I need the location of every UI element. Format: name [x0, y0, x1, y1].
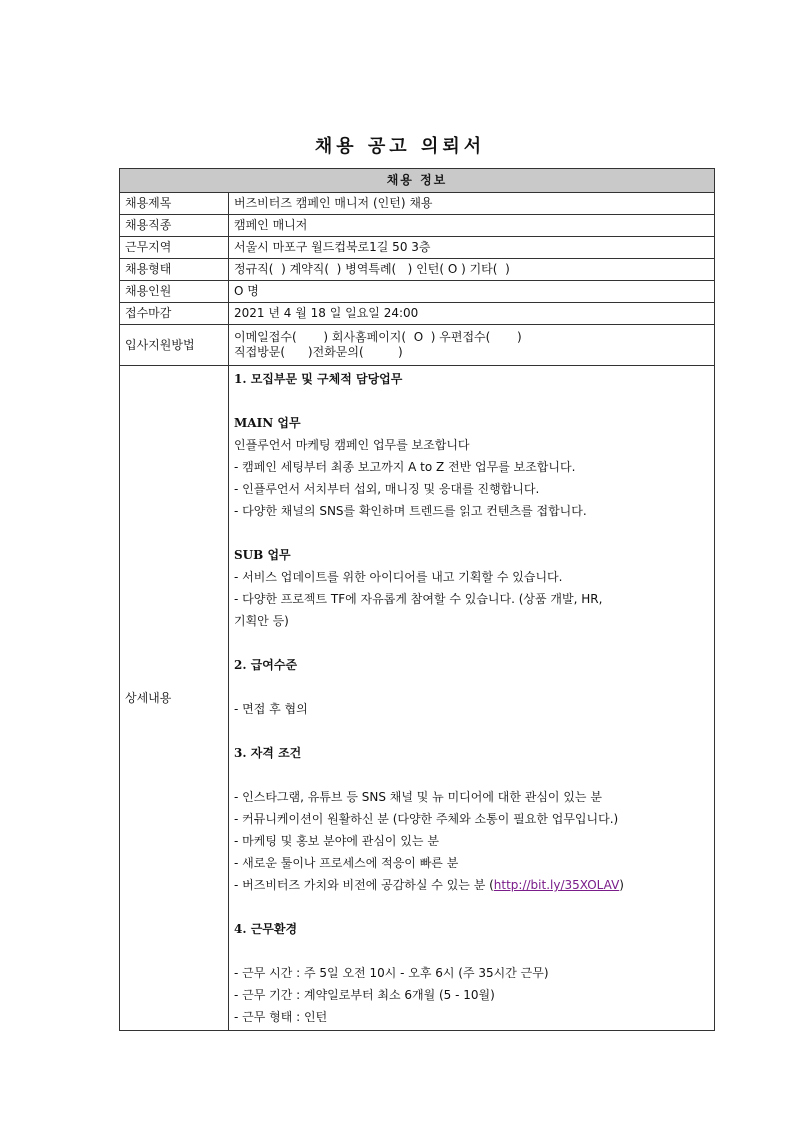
method-line-1: 이메일접수( ) 회사홈페이지( O ) 우편접수( ) [234, 330, 522, 344]
list-item-text: ) [619, 878, 624, 892]
document-title: 채용 공고 의뢰서 [314, 136, 486, 157]
list-item: - 근무 기간 : 계약일로부터 최소 6개월 (5 - 10월) [234, 988, 495, 1002]
row-value: 버즈비터즈 캠페인 매니저 (인턴) 채용 [229, 193, 715, 215]
list-item: - 인스타그램, 유튜브 등 SNS 채널 및 뉴 미디어에 대한 관심이 있는 분 [234, 790, 602, 804]
vision-link[interactable]: http://bit.ly/35XOLAV [493, 878, 620, 892]
list-item: - 마케팅 및 홍보 분야에 관심이 있는 분 [234, 834, 439, 848]
row-label: 채용형태 [120, 259, 229, 281]
recruitment-form-table [119, 168, 715, 1031]
list-item-text: - 버즈비터즈 가치와 비전에 공감하실 수 있는 분 ( [234, 878, 494, 892]
list-item: - 캠페인 세팅부터 최종 보고까지 A to Z 전반 업무를 보조합니다. [234, 460, 576, 474]
row-details [120, 366, 715, 1031]
row-label: 접수마감 [120, 303, 229, 325]
row-application-method [120, 325, 715, 366]
row-value: 서울시 마포구 월드컵북로1길 50 3층 [229, 237, 715, 259]
list-item: - 커뮤니케이션이 원활하신 분 (다양한 주체와 소통이 필요한 업무입니다.) [234, 812, 619, 826]
section-heading: 1. 모집부문 및 구체적 담당업무 [234, 372, 403, 386]
row-employment-type [120, 259, 715, 281]
row-value [229, 325, 715, 366]
list-item: - 다양한 프로젝트 TF에 자유롭게 참여할 수 있습니다. (상품 개발, HR, [234, 592, 603, 606]
list-item: 기획안 등) [234, 614, 289, 628]
list-item: - 새로운 툴이나 프로세스에 적응이 빠른 분 [234, 856, 459, 870]
row-label: 상세내용 [120, 366, 229, 1031]
list-item [234, 874, 709, 896]
list-item: - 면접 후 협의 [234, 702, 308, 716]
section-heading: 4. 근무환경 [234, 922, 298, 936]
row-job-type [120, 215, 715, 237]
row-deadline [120, 303, 715, 325]
list-item: - 서비스 업데이트를 위한 아이디어를 내고 기획할 수 있습니다. [234, 570, 563, 584]
list-item: - 근무 시간 : 주 5일 오전 10시 - 오후 6시 (주 35시간 근무) [234, 966, 549, 980]
list-item: - 인플루언서 서치부터 섭외, 매니징 및 응대를 진행합니다. [234, 482, 540, 496]
list-item: 인플루언서 마케팅 캠페인 업무를 보조합니다 [234, 438, 470, 452]
row-label: 채용직종 [120, 215, 229, 237]
row-value: 2021 년 4 월 18 일 일요일 24:00 [229, 303, 715, 325]
row-label: 근무지역 [120, 237, 229, 259]
row-value: 캠페인 매니저 [229, 215, 715, 237]
section-header: 채용 정보 [120, 169, 715, 193]
row-value: 정규직( ) 계약직( ) 병역특례( ) 인턴( O ) 기타( ) [229, 259, 715, 281]
list-item: - 다양한 채널의 SNS를 확인하며 트렌드를 읽고 컨텐츠를 접합니다. [234, 504, 587, 518]
section-heading: 2. 급여수준 [234, 658, 298, 672]
row-headcount [120, 281, 715, 303]
row-label: 채용제목 [120, 193, 229, 215]
sub-heading: MAIN 업무 [234, 416, 301, 430]
sub-heading: SUB 업무 [234, 548, 291, 562]
row-label: 채용인원 [120, 281, 229, 303]
row-location [120, 237, 715, 259]
row-value: O 명 [229, 281, 715, 303]
row-title [120, 193, 715, 215]
method-line-2: 직접방문( )전화문의( ) [234, 345, 403, 359]
details-content [229, 366, 715, 1031]
row-label: 입사지원방법 [120, 325, 229, 366]
list-item: - 근무 형태 : 인턴 [234, 1010, 328, 1024]
section-heading: 3. 자격 조건 [234, 746, 302, 760]
